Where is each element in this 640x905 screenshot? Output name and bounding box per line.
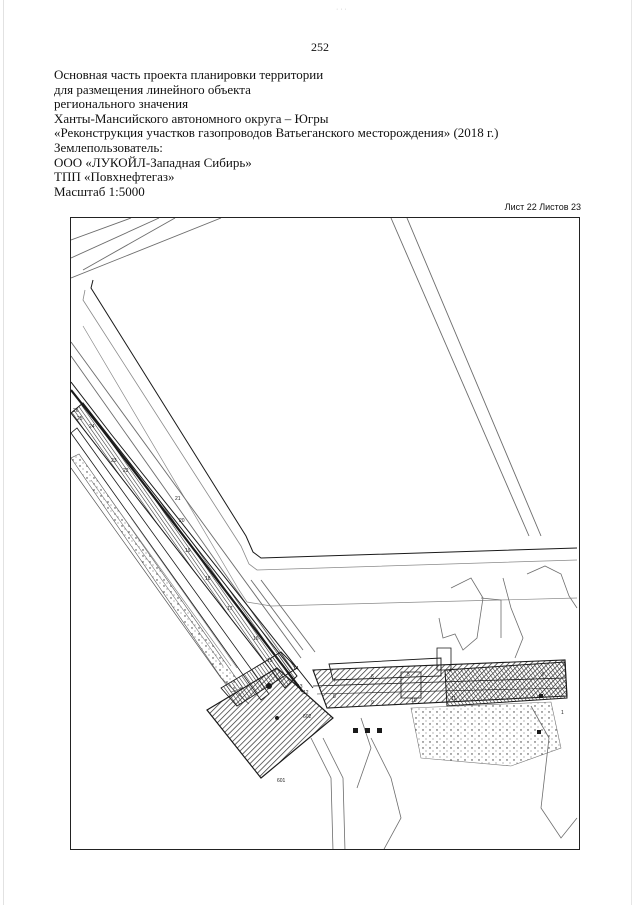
header-line: регионального значения [54,96,189,112]
point-label: 602 [303,714,312,720]
point-label: 7 [333,678,336,684]
point-label: 19 [185,548,191,554]
point-label: 12 [303,690,309,696]
planning-map [70,217,580,850]
point-label: 21 [175,496,181,502]
point-label: 10 [411,698,417,704]
scan-artifact: · · · [336,6,347,13]
point-label: 22 [123,468,129,474]
header-line: ТПП «Повхнефтегаз» [54,169,175,185]
point-label: 5 [407,672,410,678]
point-label: 14 [293,666,299,672]
point-label: 20 [179,518,185,524]
point-label: 18 [205,576,211,582]
document-header [54,68,614,199]
point-label: 25 [77,416,83,422]
road-lines [71,218,541,670]
point-label: 9 [371,700,374,706]
point-label: 26 [73,408,79,414]
header-line: ООО «ЛУКОЙЛ-Западная Сибирь» [54,154,252,170]
header-line: для размещения линейного объекта [54,81,251,97]
point-label: 15 [267,658,273,664]
point-label: 2 [563,660,566,666]
point-label: 6 [371,674,374,680]
field-outline [83,280,577,606]
point-label: 8 [333,694,336,700]
point-label: 1 [561,710,564,716]
point-label: 4 [449,668,452,674]
point-label: 23 [111,458,117,464]
header-line: «Реконструкция участков газопроводов Ватьеганского месторождения» (2018 г.) [54,125,499,141]
header-line: Ханты-Мансийского автономного округа – Югры [54,110,329,126]
header-line: Основная часть проекта планировки территории [54,67,324,82]
point-label: 13 [297,684,303,690]
point-label: 16 [253,636,259,642]
point-label: 601 [277,778,286,784]
point-label: 3 [541,672,544,678]
point-label: 17 [227,606,233,612]
point-label: 24 [89,424,95,430]
header-line: Землепользователь: [54,139,163,155]
page-number: 252 [311,40,329,54]
branch-east [313,648,567,708]
scan-edge-left [3,0,4,905]
point-label: 11 [451,696,457,702]
scan-edge-right [631,0,632,905]
sheet-label: Лист 22 Листов 23 [504,202,581,212]
header-line: Масштаб 1:5000 [54,183,145,199]
map-drawing [71,218,580,850]
